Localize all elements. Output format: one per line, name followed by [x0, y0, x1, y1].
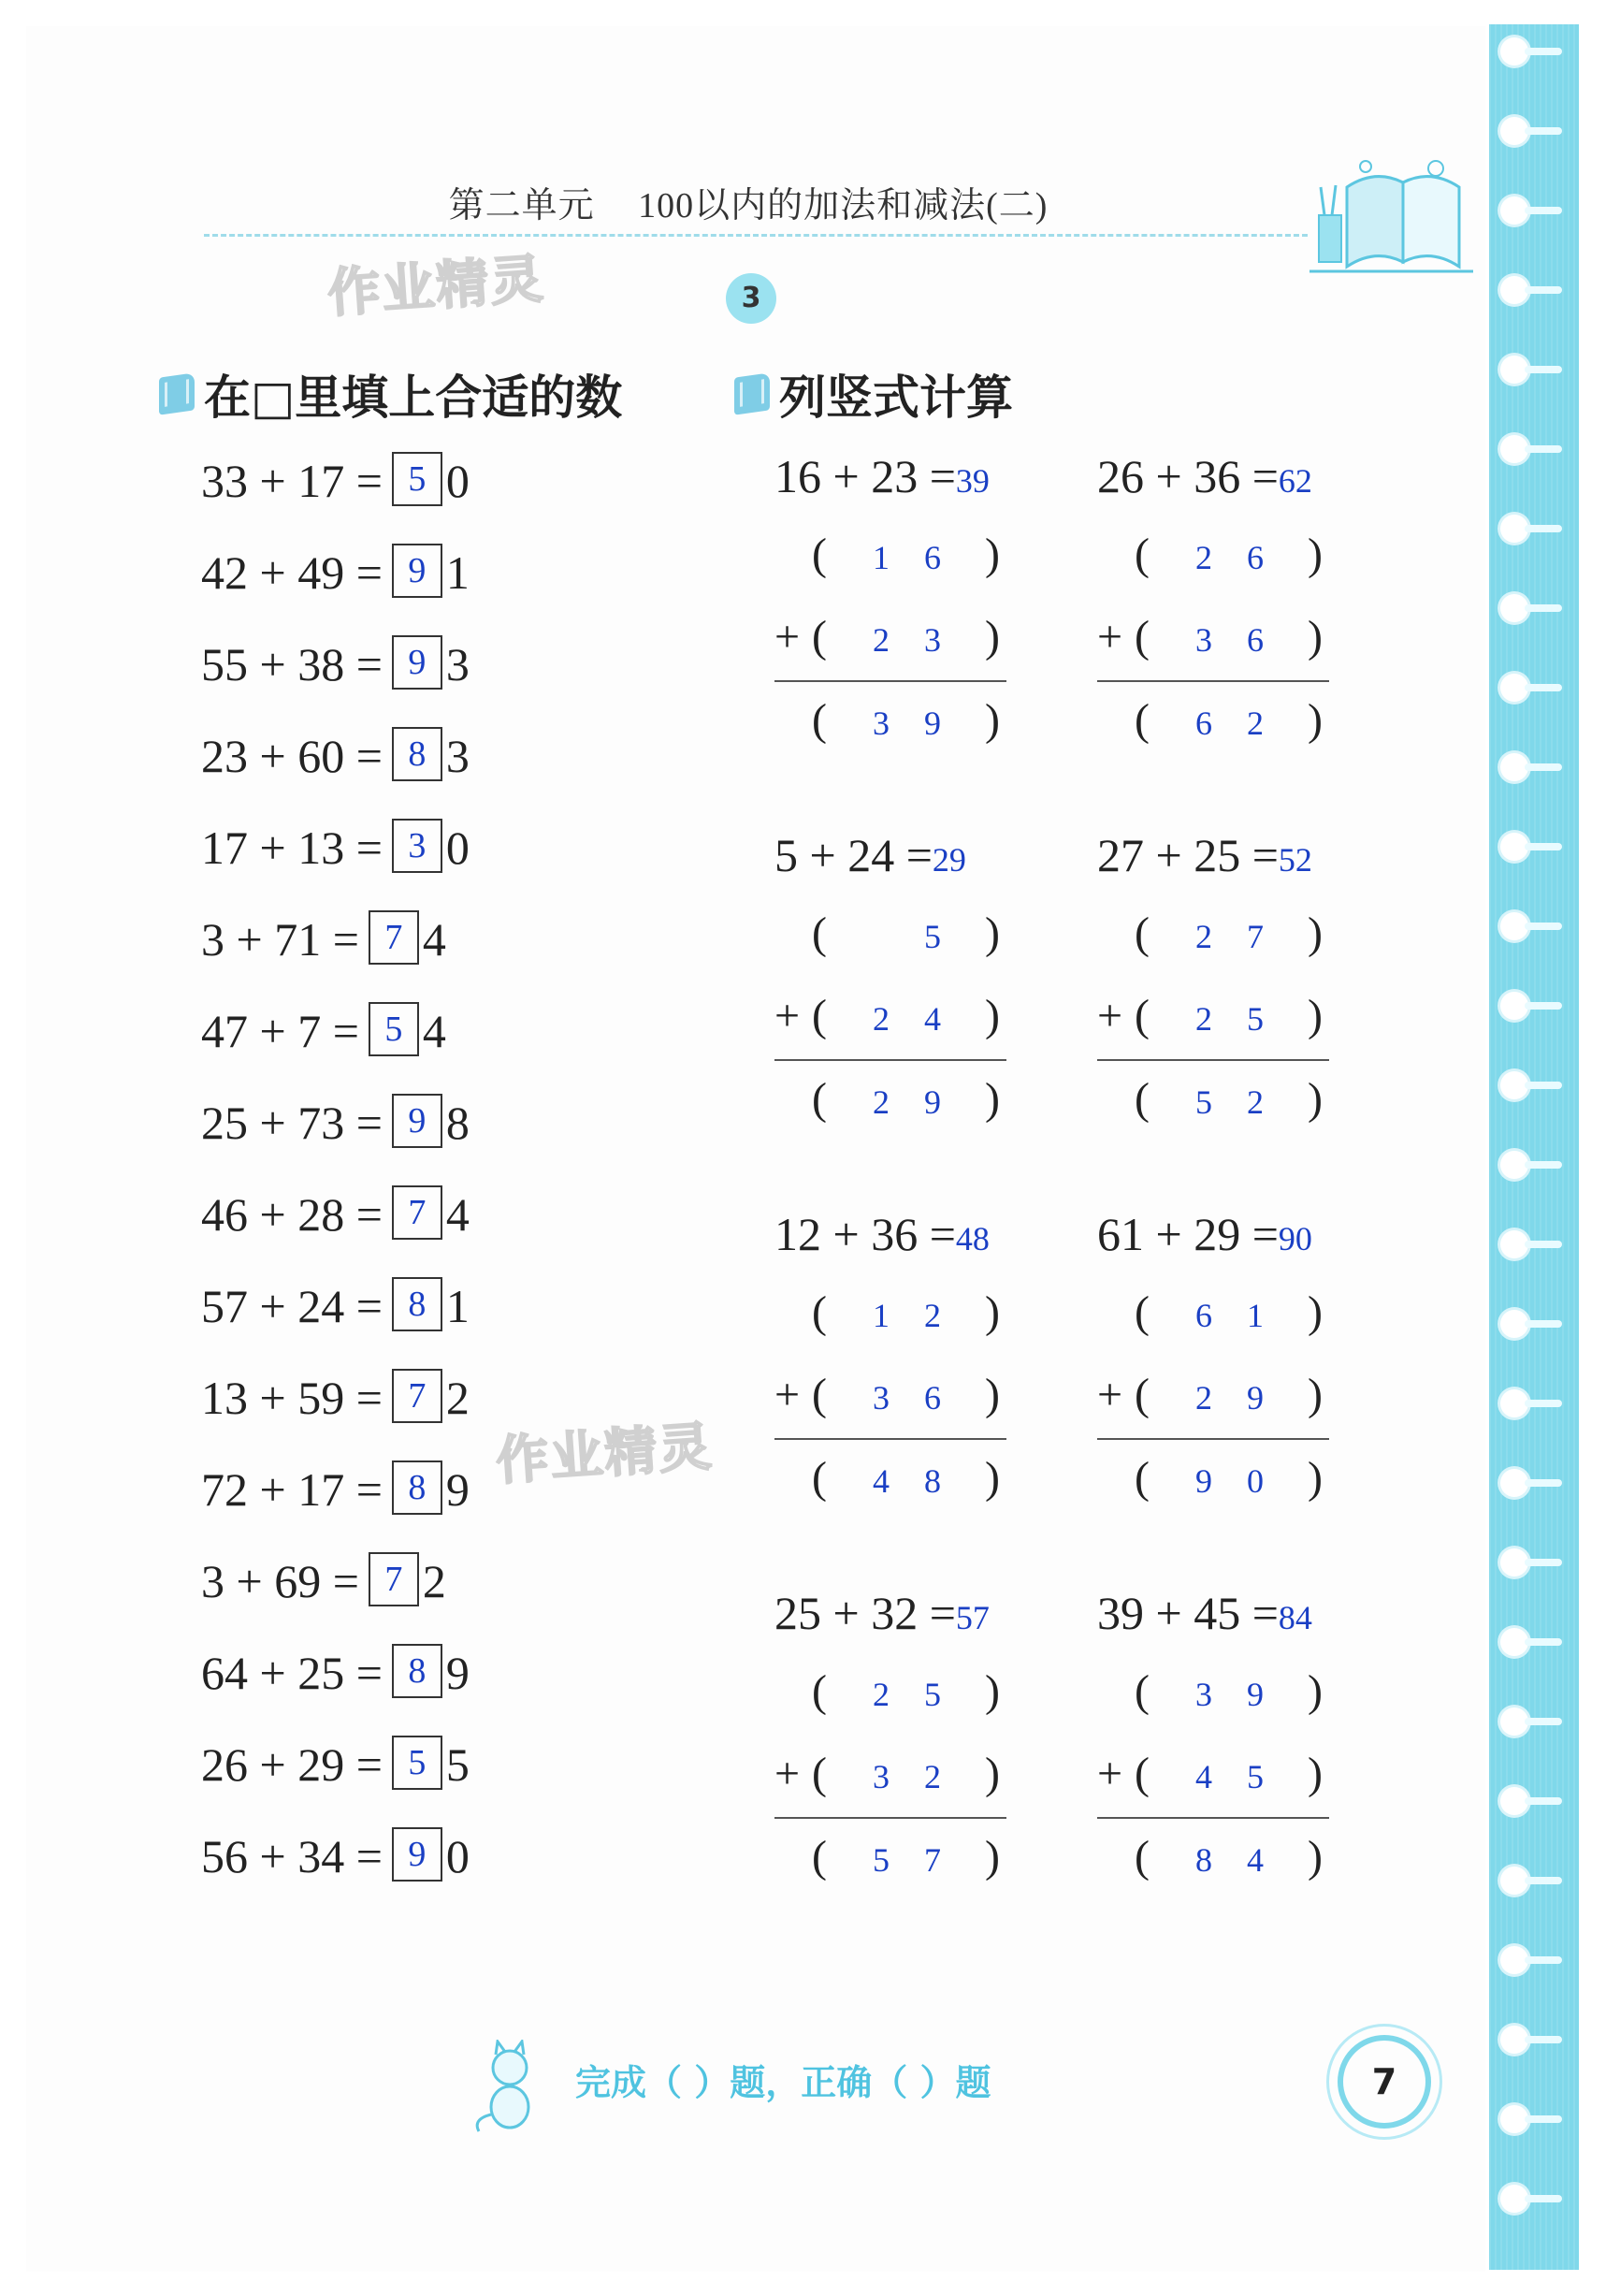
tens-digit[interactable]: 6 — [1195, 1297, 1212, 1334]
ones-digit: 3 — [445, 730, 470, 782]
left-paren: ( — [812, 530, 827, 579]
ones-digit[interactable]: 2 — [924, 1758, 941, 1795]
plus-sign: + — [774, 991, 801, 1040]
calc-expression-text: 16 + 23 = — [774, 450, 956, 502]
ones-digit: 9 — [445, 1463, 470, 1516]
header-divider — [204, 234, 1308, 237]
addend-row — [1097, 611, 1331, 667]
answer-box[interactable]: 8 — [392, 1460, 442, 1515]
calc-expression-text: 26 + 36 = — [1097, 450, 1279, 502]
calc-expression — [774, 449, 1008, 503]
right-paren: ) — [985, 1370, 1000, 1419]
left-paren: ( — [812, 1453, 827, 1503]
addend-row — [1097, 1748, 1331, 1804]
tens-digit[interactable]: 1 — [873, 539, 890, 576]
ones-digit[interactable]: 9 — [924, 705, 941, 742]
addend-row — [1097, 1369, 1331, 1425]
sum-row — [1097, 1073, 1331, 1129]
vertical-calc-block — [1097, 449, 1331, 745]
ones-digit: 4 — [422, 1005, 446, 1057]
right-paren: ) — [985, 695, 1000, 745]
binding-ring — [1500, 753, 1528, 781]
page-header — [0, 176, 1497, 227]
fill-box-equation — [201, 545, 470, 600]
ones-digit[interactable]: 5 — [924, 1676, 941, 1713]
fill-box-equation — [201, 1279, 470, 1333]
ones-digit: 9 — [445, 1647, 470, 1699]
equation-expression: 64 + 25 = — [201, 1647, 383, 1699]
binding-ring — [1500, 356, 1528, 384]
plus-sign: + — [774, 1370, 801, 1419]
calc-answer[interactable]: 57 — [955, 1599, 990, 1636]
sum-row — [774, 1452, 1008, 1508]
calc-expression — [774, 1586, 1008, 1640]
answer-box[interactable]: 5 — [392, 1736, 442, 1790]
answer-box[interactable]: 7 — [369, 910, 419, 965]
binding-ring — [1500, 1707, 1528, 1736]
answer-box[interactable]: 7 — [392, 1369, 442, 1423]
vertical-calc-block — [1097, 828, 1331, 1124]
ones-digit[interactable]: 5 — [1247, 1758, 1264, 1795]
addend-row — [774, 1286, 1008, 1343]
section-title-vertical-calc — [734, 360, 1013, 428]
left-paren: ( — [1135, 612, 1150, 661]
calc-answer[interactable]: 29 — [932, 841, 966, 879]
vertical-calc-block — [1097, 1586, 1331, 1882]
answer-box[interactable]: 9 — [392, 635, 442, 690]
watermark-middle: 作业精灵 — [494, 1416, 716, 1493]
left-paren: ( — [812, 1666, 827, 1716]
right-paren: ) — [985, 1074, 1000, 1124]
plus-sign: + — [1097, 991, 1123, 1040]
plus-sign: + — [1097, 1749, 1123, 1798]
sum-rule — [1097, 1817, 1329, 1819]
fill-box-equation — [201, 637, 470, 691]
binding-ring — [1500, 2185, 1528, 2213]
calc-answer[interactable]: 84 — [1278, 1599, 1312, 1636]
tens-digit[interactable]: 3 — [873, 1758, 890, 1795]
left-paren: ( — [812, 1370, 827, 1419]
left-paren: ( — [812, 1749, 827, 1798]
exercise-number-badge: 3 — [726, 273, 776, 324]
answer-box[interactable]: 8 — [392, 1277, 442, 1331]
tens-digit[interactable]: 3 — [873, 705, 890, 742]
vertical-calc-block — [774, 1207, 1008, 1503]
calc-expression — [1097, 1586, 1331, 1640]
book-icon — [734, 372, 770, 414]
answer-box[interactable]: 9 — [392, 1827, 442, 1882]
equation-expression: 47 + 7 = — [201, 1005, 359, 1057]
equation-expression: 3 + 71 = — [201, 913, 359, 966]
tens-digit[interactable]: 1 — [873, 1297, 890, 1334]
addend-row — [1097, 908, 1331, 964]
calc-expression-text: 39 + 45 = — [1097, 1587, 1279, 1639]
tens-digit[interactable]: 2 — [1195, 539, 1212, 576]
right-paren: ) — [1308, 1370, 1323, 1419]
tens-digit[interactable]: 3 — [1195, 621, 1212, 659]
sum-row — [1097, 1831, 1331, 1887]
tens-digit[interactable]: 2 — [873, 621, 890, 659]
fill-box-equation — [201, 454, 470, 508]
ones-digit[interactable]: 7 — [1247, 918, 1264, 955]
plus-sign: + — [774, 612, 801, 661]
sum-rule — [1097, 680, 1329, 682]
addend-row — [774, 990, 1008, 1046]
equation-expression: 13 + 59 = — [201, 1372, 383, 1424]
plus-sign: + — [774, 1749, 801, 1798]
answer-box[interactable]: 9 — [392, 1094, 442, 1148]
answer-box[interactable]: 7 — [392, 1185, 442, 1240]
right-paren: ) — [985, 1666, 1000, 1716]
equation-expression: 56 + 34 = — [201, 1830, 383, 1882]
ones-digit: 2 — [422, 1555, 446, 1607]
ones-digit[interactable]: 5 — [1247, 1000, 1264, 1038]
fill-box-equation — [201, 821, 470, 875]
fill-box-equation — [201, 729, 470, 783]
fill-box-equation — [201, 1554, 446, 1608]
equation-expression: 42 + 49 = — [201, 546, 383, 599]
right-paren: ) — [985, 1749, 1000, 1798]
equation-expression: 23 + 60 = — [201, 730, 383, 782]
calc-answer[interactable]: 62 — [1278, 462, 1312, 500]
left-paren: ( — [812, 908, 827, 958]
equation-expression: 26 + 29 = — [201, 1738, 383, 1791]
binding-ring — [1500, 2026, 1528, 2054]
addend-row — [774, 529, 1008, 585]
fill-box-equation — [201, 1096, 470, 1150]
sum-rule — [1097, 1438, 1329, 1440]
binding-ring — [1500, 1469, 1528, 1497]
tens-digit[interactable]: 2 — [873, 1000, 890, 1038]
book-icon — [159, 372, 195, 414]
left-paren: ( — [812, 1832, 827, 1882]
equation-expression: 3 + 69 = — [201, 1555, 359, 1607]
tens-digit[interactable]: 9 — [1195, 1462, 1212, 1500]
ones-digit[interactable]: 6 — [924, 1379, 941, 1417]
tens-digit[interactable]: 4 — [1195, 1758, 1212, 1795]
addend-row — [1097, 990, 1331, 1046]
fill-box-equation — [201, 1462, 470, 1517]
left-paren: ( — [1135, 1287, 1150, 1337]
left-paren: ( — [812, 1074, 827, 1124]
ones-digit: 0 — [445, 1830, 470, 1882]
sum-row — [1097, 694, 1331, 750]
tens-digit[interactable]: 8 — [1195, 1841, 1212, 1879]
sum-rule — [774, 1817, 1006, 1819]
addend-row — [1097, 1286, 1331, 1343]
addend-row — [774, 1665, 1008, 1722]
calc-answer[interactable]: 39 — [955, 462, 990, 500]
sum-rule — [774, 1059, 1006, 1061]
ones-digit[interactable]: 9 — [924, 1083, 941, 1121]
ones-digit[interactable]: 1 — [1247, 1297, 1264, 1334]
sum-row — [774, 1073, 1008, 1129]
addend-row — [774, 908, 1008, 964]
right-paren: ) — [985, 530, 1000, 579]
tens-digit[interactable]: 4 — [873, 1462, 890, 1500]
calc-expression — [1097, 1207, 1331, 1261]
ones-digit: 0 — [445, 821, 470, 874]
left-paren: ( — [1135, 1832, 1150, 1882]
ones-digit[interactable]: 2 — [1247, 1083, 1264, 1121]
answer-box[interactable]: 3 — [392, 819, 442, 873]
binding-ring — [1500, 992, 1528, 1020]
answer-box[interactable]: 8 — [392, 727, 442, 781]
tens-digit[interactable]: 2 — [1195, 918, 1212, 955]
equation-expression: 33 + 17 = — [201, 455, 383, 507]
left-paren: ( — [812, 695, 827, 745]
sum-row — [774, 1831, 1008, 1887]
equation-expression: 72 + 17 = — [201, 1463, 383, 1516]
binding-ring — [1500, 196, 1528, 225]
fill-box-equation — [201, 1646, 470, 1700]
ones-digit[interactable]: 5 — [924, 918, 941, 955]
tens-digit[interactable]: 2 — [1195, 1000, 1212, 1038]
ones-digit[interactable]: 6 — [924, 539, 941, 576]
binding-ring — [1500, 1230, 1528, 1258]
binding-ring — [1500, 1946, 1528, 1974]
calc-expression — [774, 828, 1008, 882]
ones-digit: 8 — [445, 1097, 470, 1149]
ones-digit: 5 — [445, 1738, 470, 1791]
watermark-top: 作业精灵 — [326, 248, 547, 326]
ones-digit: 4 — [422, 913, 446, 966]
tens-digit[interactable]: 2 — [1195, 1379, 1212, 1417]
calc-expression-text: 5 + 24 = — [774, 829, 933, 881]
addend-row — [774, 1748, 1008, 1804]
equation-expression: 55 + 38 = — [201, 638, 383, 690]
plus-sign: + — [1097, 612, 1123, 661]
ones-digit: 4 — [445, 1188, 470, 1241]
answer-box[interactable]: 7 — [369, 1552, 419, 1606]
ones-digit[interactable]: 8 — [924, 1462, 941, 1500]
left-paren: ( — [1135, 695, 1150, 745]
calc-answer[interactable]: 48 — [955, 1220, 990, 1257]
binding-ring — [1500, 276, 1528, 304]
ones-digit[interactable]: 6 — [1247, 621, 1264, 659]
binding-ring — [1500, 2105, 1528, 2133]
binding-ring — [1500, 1787, 1528, 1815]
left-paren: ( — [812, 1287, 827, 1337]
unit-title: 100以内的加法和减法(二) — [638, 186, 1049, 225]
tens-digit[interactable]: 2 — [873, 1676, 890, 1713]
binding-ring — [1500, 37, 1528, 65]
fill-box-equation — [201, 1737, 470, 1792]
right-paren: ) — [1308, 1832, 1323, 1882]
binding-ring — [1500, 1548, 1528, 1577]
unit-label: 第二单元 — [448, 186, 595, 225]
ones-digit: 2 — [445, 1372, 470, 1424]
equation-expression: 25 + 73 = — [201, 1097, 383, 1149]
binding-ring — [1500, 1867, 1528, 1895]
left-paren: ( — [1135, 1666, 1150, 1716]
calc-expression — [774, 1207, 1008, 1261]
ones-digit: 1 — [445, 1280, 470, 1332]
binding-ring — [1500, 1151, 1528, 1179]
right-paren: ) — [1308, 1666, 1323, 1716]
tens-digit[interactable]: 3 — [873, 1379, 890, 1417]
sum-rule — [774, 680, 1006, 682]
calc-expression-text: 61 + 29 = — [1097, 1208, 1279, 1260]
fill-box-equation — [201, 1004, 446, 1058]
tens-digit[interactable]: 2 — [873, 1083, 890, 1121]
ones-digit[interactable]: 7 — [924, 1841, 941, 1879]
binding-ring — [1500, 912, 1528, 940]
left-paren: ( — [1135, 908, 1150, 958]
left-paren: ( — [812, 991, 827, 1040]
calc-answer[interactable]: 90 — [1278, 1220, 1312, 1257]
right-paren: ) — [1308, 530, 1323, 579]
answer-box[interactable]: 5 — [369, 1002, 419, 1056]
binding-ring — [1500, 1071, 1528, 1099]
binding-ring — [1500, 833, 1528, 861]
left-paren: ( — [1135, 530, 1150, 579]
calc-expression-text: 27 + 25 = — [1097, 829, 1279, 881]
binding-ring — [1500, 674, 1528, 702]
ones-digit[interactable]: 2 — [924, 1297, 941, 1334]
binding-ring — [1500, 117, 1528, 145]
book-illustration-icon — [1309, 150, 1478, 290]
answer-box[interactable]: 9 — [392, 544, 442, 598]
page-number: 7 — [1338, 2035, 1431, 2129]
binding-ring — [1500, 594, 1528, 622]
sum-rule — [774, 1438, 1006, 1440]
ones-digit: 3 — [445, 638, 470, 690]
answer-box[interactable]: 5 — [392, 452, 442, 506]
ones-digit[interactable]: 4 — [1247, 1841, 1264, 1879]
right-paren: ) — [985, 1453, 1000, 1503]
calc-expression-text: 25 + 32 = — [774, 1587, 956, 1639]
cat-illustration-icon — [468, 2040, 552, 2133]
left-paren: ( — [812, 612, 827, 661]
sum-row — [1097, 1452, 1331, 1508]
addend-row — [774, 611, 1008, 667]
addend-row — [1097, 529, 1331, 585]
fill-box-equation — [201, 912, 446, 966]
sum-row — [774, 694, 1008, 750]
right-paren: ) — [1308, 695, 1323, 745]
sum-rule — [1097, 1059, 1329, 1061]
binding-ring — [1500, 1389, 1528, 1417]
completion-tally: 完成（ ）题，正确（ ）题 — [575, 2062, 991, 2103]
tens-digit[interactable]: 5 — [1195, 1083, 1212, 1121]
binding-ring — [1500, 435, 1528, 463]
ones-digit[interactable]: 9 — [1247, 1379, 1264, 1417]
vertical-calc-block — [774, 1586, 1008, 1882]
right-paren: ) — [1308, 612, 1323, 661]
addend-row — [1097, 1665, 1331, 1722]
ones-digit[interactable]: 2 — [1247, 705, 1264, 742]
section-left-title-text: 在□里填上合适的数 — [204, 371, 623, 425]
binding-ring — [1500, 1628, 1528, 1656]
right-paren: ) — [985, 612, 1000, 661]
vertical-calc-block — [1097, 1207, 1331, 1503]
left-paren: ( — [1135, 1453, 1150, 1503]
vertical-calc-block — [774, 828, 1008, 1124]
addend-row — [774, 1369, 1008, 1425]
calc-answer[interactable]: 52 — [1278, 841, 1312, 879]
right-paren: ) — [985, 1832, 1000, 1882]
calc-expression — [1097, 828, 1331, 882]
ones-digit: 0 — [445, 455, 470, 507]
fill-box-equation — [201, 1187, 470, 1242]
calc-expression-text: 12 + 36 = — [774, 1208, 956, 1260]
right-paren: ) — [985, 908, 1000, 958]
left-paren: ( — [1135, 1370, 1150, 1419]
left-paren: ( — [1135, 991, 1150, 1040]
right-paren: ) — [985, 1287, 1000, 1337]
left-paren: ( — [1135, 1749, 1150, 1798]
right-paren: ) — [985, 991, 1000, 1040]
ones-digit[interactable]: 3 — [924, 621, 941, 659]
equation-expression: 17 + 13 = — [201, 821, 383, 874]
section-title-fill-box — [159, 360, 622, 428]
equation-expression: 46 + 28 = — [201, 1188, 383, 1241]
tens-digit[interactable]: 6 — [1195, 705, 1212, 742]
binding-ring — [1500, 1310, 1528, 1338]
fill-box-equation — [201, 1829, 470, 1883]
calc-expression — [1097, 449, 1331, 503]
right-paren: ) — [1308, 908, 1323, 958]
section-right-title-text: 列竖式计算 — [779, 371, 1013, 425]
ones-digit[interactable]: 9 — [1247, 1676, 1264, 1713]
answer-box[interactable]: 8 — [392, 1644, 442, 1698]
right-paren: ) — [1308, 1749, 1323, 1798]
equation-expression: 57 + 24 = — [201, 1280, 383, 1332]
ones-digit: 1 — [445, 546, 470, 599]
binding-ring — [1500, 515, 1528, 543]
left-paren: ( — [1135, 1074, 1150, 1124]
right-paren: ) — [1308, 1453, 1323, 1503]
vertical-calc-block — [774, 449, 1008, 745]
ones-digit[interactable]: 6 — [1247, 539, 1264, 576]
tens-digit[interactable]: 5 — [873, 1841, 890, 1879]
fill-box-equation — [201, 1371, 470, 1425]
right-paren: ) — [1308, 1074, 1323, 1124]
ones-digit[interactable]: 4 — [924, 1000, 941, 1038]
right-paren: ) — [1308, 991, 1323, 1040]
plus-sign: + — [1097, 1370, 1123, 1419]
right-paren: ) — [1308, 1287, 1323, 1337]
tens-digit[interactable]: 3 — [1195, 1676, 1212, 1713]
ones-digit[interactable]: 0 — [1247, 1462, 1264, 1500]
